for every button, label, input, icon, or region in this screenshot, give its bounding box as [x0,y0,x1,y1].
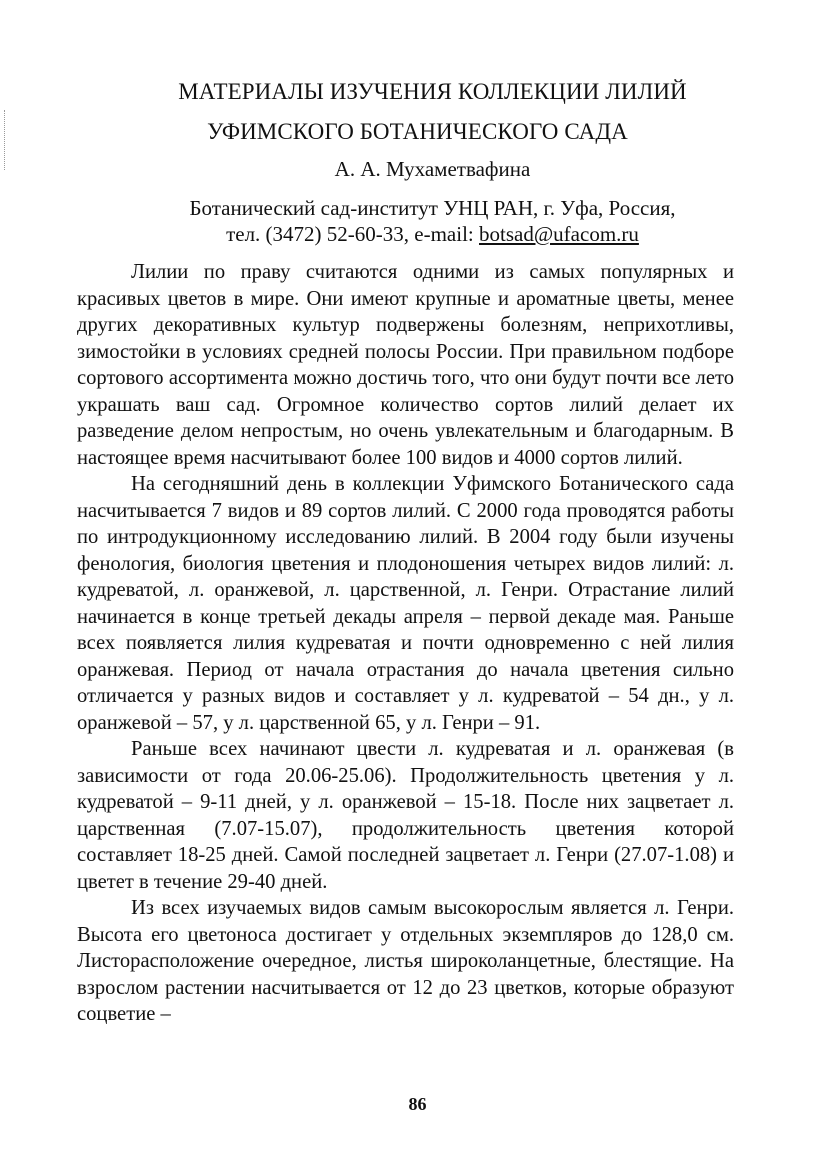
page-number: 86 [408,1094,427,1114]
email-link[interactable]: botsad@ufacom.ru [479,222,639,246]
contact-line [0,222,835,247]
paragraph-2: На сегодняшний день в коллекции Уфимского Ботанического сада насчитывается 7 видов и 89 сортов лилий. С 2000 года проводятся работы по интродукционному исследованию лилий. В 2004 году были изучены фенология, биология цветения и плодоношения четырех видов лилий: л. кудреватой, л. оранжевой, л. царственной, л. Генри. Отрастание лилий начинается в конце третьей декады апреля – первой декаде мая. Раньше всех появляется лилия кудреватая и почти одновременно с ней лилия оранжевая. Период от начала отрастания до начала цветения сильно отличается у разных видов и составляет у л. кудреватой – 54 дн., у л. оранжевой – 57, у л. царственной 65, у л. Генри – 91. [77,473,734,734]
title-line-2: УФИМСКОГО БОТАНИЧЕСКОГО САДА [207,119,628,144]
paragraph-1: Лилии по праву считаются одними из самых популярных и красивых цветов в мире. Они имеют крупные и ароматные цветы, менее других декоративных культур подвержены болезням, неприхотливы, зимостойки в условиях средней полосы России. При правильном подборе сортового ассортимента можно достичь того, что они будут почти все лето украшать ваш сад. Огромное количество сортов лилий делает их разведение делом непростым, но очень увлекательным и благодарным. В настоящее время насчитывают более 100 видов и 4000 сортов лилий. [77,261,734,469]
contact-prefix: тел. (3472) 52-60-33, e-mail: [226,222,480,246]
title-line-1: МАТЕРИАЛЫ ИЗУЧЕНИЯ КОЛЛЕКЦИИ ЛИЛИЙ [178,79,687,104]
paragraph-4: Из всех изучаемых видов самым высокорослым является л. Генри. Высота его цветоноса достигает у отдельных экземпляров до 128,0 см. Листорасположение очередное, листья широколанцетные, блестящие. На взрослом растении насчитывается от 12 до 23 цветков, которые образуют соцветие – [77,897,734,1025]
paragraph-3: Раньше всех начинают цвести л. кудреватая и л. оранжевая (в зависимости от года 20.06-25.06). Продолжительность цветения у л. кудреватой – 9-11 дней, у л. оранжевой – 15-18. После них зацветает л. царственная (7.07-15.07), продолжительность цветения которой составляет 18-25 дней. Самой последней зацветает л. Генри (27.07-1.08) и цветет в течение 29-40 дней. [77,738,734,893]
affiliation-line: Ботанический сад-институт УНЦ РАН, г. Уфа, Россия, [189,196,676,220]
author-name: А. А. Мухаметвафина [334,157,531,181]
article-body [77,259,734,1028]
